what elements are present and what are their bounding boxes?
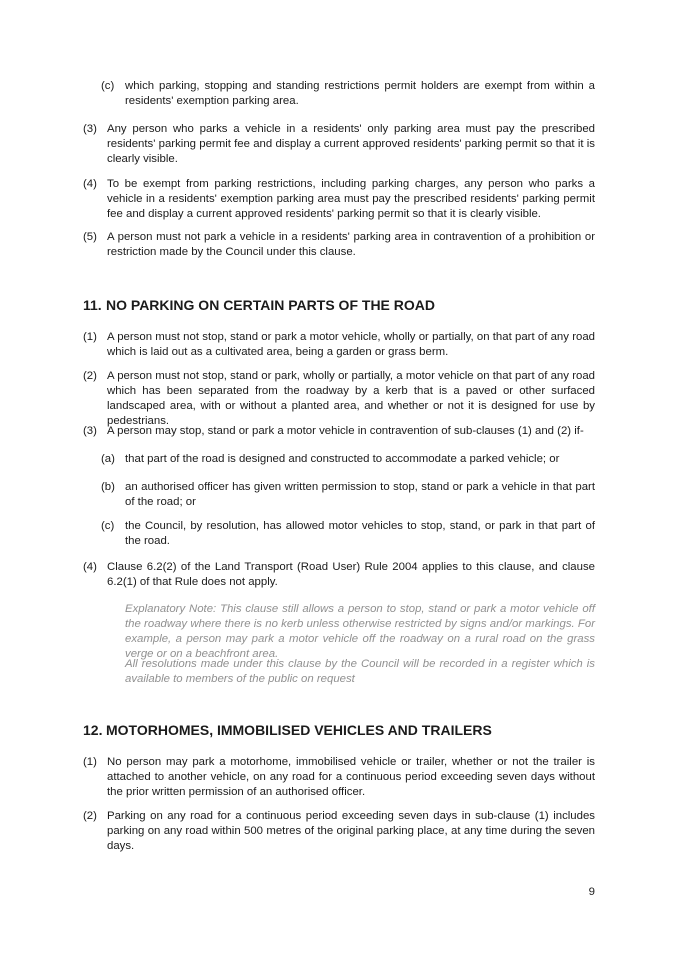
section-11-clause-2 (83, 369, 595, 429)
section-11-clause-3 (83, 424, 595, 439)
subclause-marker: (b) (101, 481, 115, 493)
subclause-marker: (c) (101, 80, 115, 92)
section-11-heading (83, 297, 595, 313)
clause-marker: (3) (83, 425, 97, 437)
section-11-subclause-b (101, 480, 595, 510)
resolutions-note: All resolutions made under this clause by the Council will be recorded in a register which is available to members of the public on request (125, 658, 595, 685)
clause-5 (83, 230, 595, 260)
explanatory-note: Explanatory Note: This clause still allows a person to stop, stand or park a motor vehicle off the roadway where there is no kerb unless otherwise restricted by signs and/or markings. For example, a person may park a motor vehicle off the roadway on a rural road on the grass verge or on a beachfront area. (125, 603, 595, 660)
section-12-heading (83, 722, 595, 738)
subclause-text: that part of the road is designed and constructed to accommodate a parked vehicle; or (125, 453, 560, 465)
clause-marker: (2) (83, 370, 97, 382)
clause-text: No person may park a motorhome, immobilised vehicle or trailer, whether or not the trailer is attached to another vehicle, on any road for a continuous period exceeding seven days without the prior written permission of an authorised officer. (107, 756, 595, 798)
clause-4 (83, 177, 595, 222)
subclause-marker: (c) (101, 520, 115, 532)
section-11-clause-1 (83, 330, 595, 360)
clause-marker: (5) (83, 231, 97, 243)
subclause-marker: (a) (101, 453, 115, 465)
section-12-clause-2 (83, 809, 595, 854)
section-number: 12. (83, 722, 103, 738)
page-number: 9 (588, 886, 595, 898)
section-12-clause-1 (83, 755, 595, 800)
clause-marker: (3) (83, 123, 97, 135)
clause-marker: (4) (83, 561, 97, 573)
clause-text: To be exempt from parking restrictions, including parking charges, any person who parks a vehicle in a residents' exemption parking area must pay the prescribed residents' parking permit fee and display a current approved residents' parking permit so that it is clearly visible. (107, 178, 595, 220)
clause-text: A person must not stop, stand or park a motor vehicle, wholly or partially, on that part of any road which is laid out as a cultivated area, being a garden or grass berm. (107, 331, 595, 358)
section-11-subclause-a (101, 452, 595, 467)
clause-3 (83, 122, 595, 167)
clause-marker: (4) (83, 178, 97, 190)
subclause-text: the Council, by resolution, has allowed motor vehicles to stop, stand, or park in that part of the road. (125, 520, 595, 547)
section-11-clause-4 (83, 560, 595, 590)
section-number: 11. (83, 297, 102, 313)
clause-text: Clause 6.2(2) of the Land Transport (Road User) Rule 2004 applies to this clause, and clause 6.2(1) of that Rule does not apply. (107, 561, 595, 588)
clause-text: A person must not park a vehicle in a residents' parking area in contravention of a prohibition or restriction made by the Council under this clause. (107, 231, 595, 258)
clause-text: Any person who parks a vehicle in a residents' only parking area must pay the prescribed residents' parking permit fee and display a current approved residents' parking permit so that it is clearly visible. (107, 123, 595, 165)
clause-text: A person must not stop, stand or park, wholly or partially, a motor vehicle on that part of any road which has been separated from the roadway by a kerb that is a paved or other surfaced landscaped area, with or without a planted area, and whether or not it is designed for use by pedestrians. (107, 370, 595, 427)
clause-text: Parking on any road for a continuous period exceeding seven days in sub-clause (1) includes parking on any road within 500 metres of the original parking place, at any time during the seven days. (107, 810, 595, 852)
section-title: MOTORHOMES, IMMOBILISED VEHICLES AND TRAILERS (106, 722, 492, 738)
clause-text: A person may stop, stand or park a motor vehicle in contravention of sub-clauses (1) and (2) if- (107, 425, 584, 437)
leading-subclause-c (101, 79, 595, 109)
clause-marker: (2) (83, 810, 97, 822)
subclause-text: an authorised officer has given written permission to stop, stand or park a vehicle in that part of the road; or (125, 481, 595, 508)
clause-marker: (1) (83, 331, 97, 343)
subclause-text: which parking, stopping and standing restrictions permit holders are exempt from within a residents' exemption parking area. (125, 80, 595, 107)
section-11-subclause-c (101, 519, 595, 549)
section-title: NO PARKING ON CERTAIN PARTS OF THE ROAD (106, 297, 435, 313)
clause-marker: (1) (83, 756, 97, 768)
